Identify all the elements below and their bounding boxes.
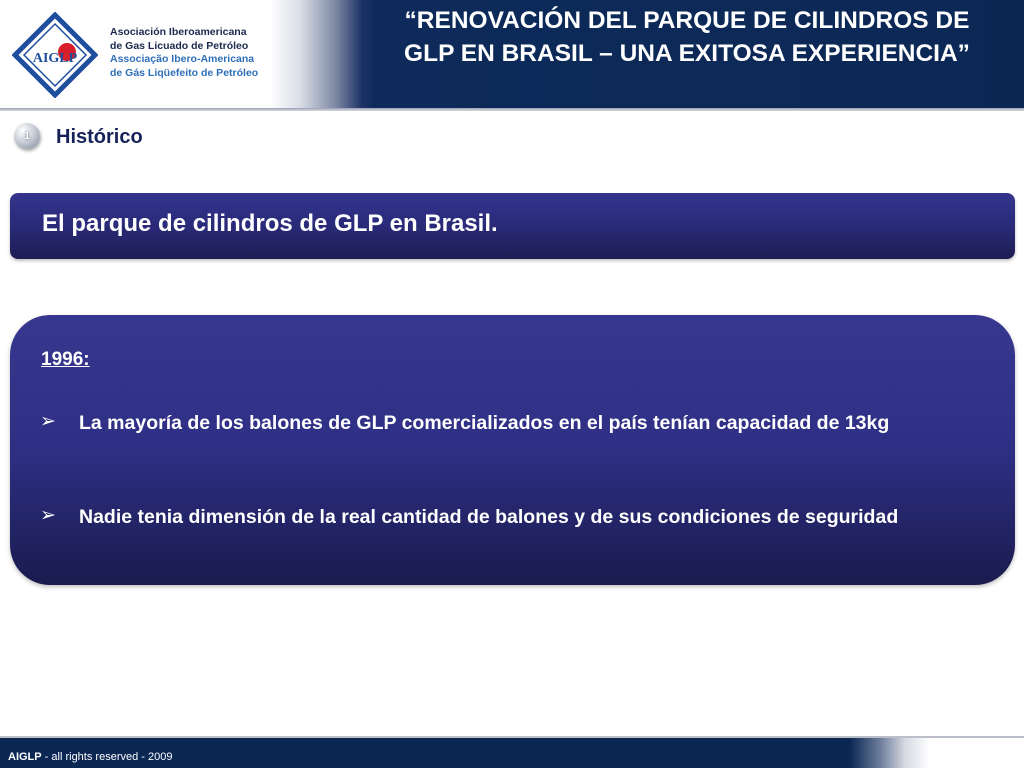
logo-text-es-line2: de Gas Licuado de Petróleo — [110, 39, 249, 52]
logo-text — [110, 26, 280, 80]
aiglp-logo-icon — [12, 12, 98, 98]
footer-rights: - all rights reserved - 2009 — [41, 751, 173, 763]
logo-text-pt-line2: de Gás Liqüefeito de Petróleo — [110, 66, 259, 79]
header-bar — [0, 0, 1024, 108]
logo-mark-text: AIGLP — [32, 51, 78, 66]
slide-title-line1: “RENOVACIÓN DEL PARQUE DE CILINDROS DE — [404, 7, 970, 34]
slide-title-line2: GLP EN BRASIL – UNA EXITOSA EXPERIENCIA” — [404, 40, 970, 67]
content-panel — [10, 315, 1015, 585]
footer-bar — [0, 738, 1024, 768]
year-heading: 1996: — [41, 349, 90, 370]
footer-text — [8, 751, 172, 763]
section-title: Histórico — [56, 126, 143, 148]
aiglp-logo — [8, 12, 270, 98]
logo-text-es-line1: Asociación Iberoamericana — [110, 26, 247, 38]
arrow-bullet-icon: ➢ — [40, 410, 56, 432]
subtitle-bar — [10, 193, 1015, 259]
footer-brand: AIGLP — [8, 751, 42, 763]
logo-text-pt-line1: Associação Ibero-Americana — [110, 53, 255, 65]
section-number-badge: 1 — [14, 123, 40, 149]
slide-title — [352, 4, 1022, 70]
bullet-text: La mayoría de los balones de GLP comercializados en el país tenían capacidad de 13kg — [79, 412, 890, 434]
subtitle-text: El parque de cilindros de GLP en Brasil. — [42, 210, 498, 237]
header-divider — [0, 108, 1024, 111]
bullet-text: Nadie tenia dimensión de la real cantidad de balones y de sus condiciones de seguridad — [79, 506, 899, 528]
arrow-bullet-icon: ➢ — [40, 504, 56, 526]
